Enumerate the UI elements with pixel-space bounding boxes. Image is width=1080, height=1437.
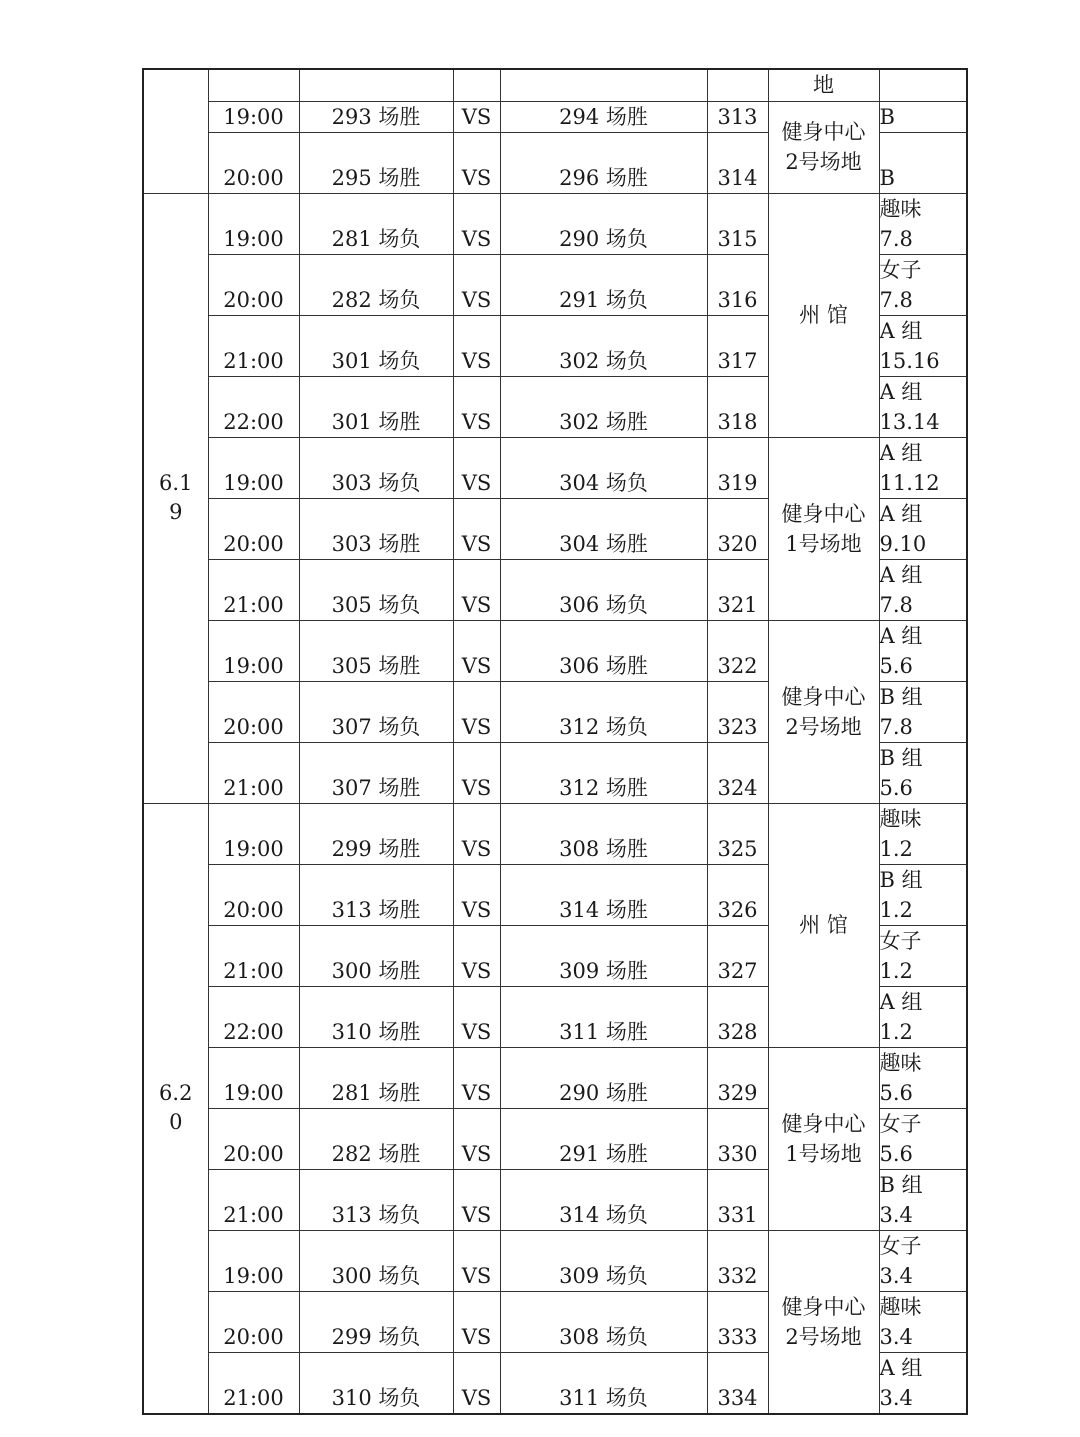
vs-cell: VS xyxy=(453,1108,500,1169)
note-group: A 组 xyxy=(879,440,923,465)
home-team-cell: 300 场负 xyxy=(299,1230,453,1291)
venue-fragment: 地 xyxy=(768,69,879,101)
note-detail: 1.2 xyxy=(879,958,913,983)
home-team-cell: 303 场负 xyxy=(299,437,453,498)
match-number-cell: 332 xyxy=(707,1230,768,1291)
note-group: 女子 xyxy=(879,928,922,953)
match-number-cell: 326 xyxy=(707,864,768,925)
note-detail: 9.10 xyxy=(879,531,927,556)
note-group: A 组 xyxy=(879,623,923,648)
note-detail: B xyxy=(879,165,895,190)
note-detail: 5.6 xyxy=(879,775,913,800)
vs-cell: VS xyxy=(453,498,500,559)
note-group: A 组 xyxy=(879,318,923,343)
venue-label: 健身中心 2号场地 xyxy=(781,684,866,739)
note-detail: 1.2 xyxy=(879,897,913,922)
note-group: 趣味 xyxy=(879,1294,922,1319)
away-team-cell: 296 场胜 xyxy=(500,132,707,193)
match-number-cell: 323 xyxy=(707,681,768,742)
note-group: A 组 xyxy=(879,379,923,404)
time-cell: 21:00 xyxy=(208,1169,299,1230)
match-number-cell: 330 xyxy=(707,1108,768,1169)
away-team-cell: 304 场负 xyxy=(500,437,707,498)
vs-cell: VS xyxy=(453,193,500,254)
note-group: A 组 xyxy=(879,1355,923,1380)
note-cell xyxy=(879,1230,967,1291)
date-cell-empty xyxy=(143,69,208,193)
note-cell xyxy=(879,132,967,193)
vs-cell: VS xyxy=(453,376,500,437)
note-cell xyxy=(879,69,967,101)
note-cell xyxy=(879,681,967,742)
note-group: B 组 xyxy=(879,1172,923,1197)
away-team-cell: 312 场胜 xyxy=(500,742,707,803)
note-detail: 5.6 xyxy=(879,1080,913,1105)
note-cell xyxy=(879,193,967,254)
vs-cell: VS xyxy=(453,1169,500,1230)
vs-cell: VS xyxy=(453,254,500,315)
note-cell xyxy=(879,742,967,803)
home-team-cell: 305 场负 xyxy=(299,559,453,620)
table-row xyxy=(143,193,967,254)
venue-cell xyxy=(768,620,879,803)
home-team-cell: 310 场胜 xyxy=(299,986,453,1047)
venue-cell xyxy=(768,101,879,193)
time-cell: 22:00 xyxy=(208,986,299,1047)
home-team-cell: 299 场负 xyxy=(299,1291,453,1352)
match-number-cell: 313 xyxy=(707,101,768,132)
table-row xyxy=(143,803,967,864)
note-group: A 组 xyxy=(879,562,923,587)
away-team-cell: 314 场胜 xyxy=(500,864,707,925)
time-cell: 21:00 xyxy=(208,925,299,986)
match-number-cell: 317 xyxy=(707,315,768,376)
home-team-cell: 300 场胜 xyxy=(299,925,453,986)
time-cell: 20:00 xyxy=(208,864,299,925)
home-team-cell: 281 场胜 xyxy=(299,1047,453,1108)
home-team-cell: 282 场胜 xyxy=(299,1108,453,1169)
note-detail: 15.16 xyxy=(879,348,940,373)
away-team-cell: 291 场负 xyxy=(500,254,707,315)
note-cell xyxy=(879,498,967,559)
match-number-cell: 315 xyxy=(707,193,768,254)
note-group: B 组 xyxy=(879,867,923,892)
table-row xyxy=(143,437,967,498)
note-detail: 3.4 xyxy=(879,1263,913,1288)
vs-cell: VS xyxy=(453,132,500,193)
venue-label: 健身中心 2号场地 xyxy=(781,120,866,174)
time-cell: 19:00 xyxy=(208,803,299,864)
note-cell xyxy=(879,376,967,437)
time-cell: 19:00 xyxy=(208,193,299,254)
match-number-cell: 314 xyxy=(707,132,768,193)
note-cell xyxy=(879,437,967,498)
match-number-cell: 318 xyxy=(707,376,768,437)
match-number-cell: 325 xyxy=(707,803,768,864)
note-group: 趣味 xyxy=(879,1050,922,1075)
note-group: 趣味 xyxy=(879,196,922,221)
time-cell: 20:00 xyxy=(208,132,299,193)
note-detail: 3.4 xyxy=(879,1324,913,1349)
time-cell: 19:00 xyxy=(208,1047,299,1108)
time-cell: 19:00 xyxy=(208,437,299,498)
venue-label: 健身中心 2号场地 xyxy=(781,1294,866,1349)
note-group: B 组 xyxy=(879,745,923,770)
venue-label: 健身中心 1号场地 xyxy=(781,1111,866,1166)
vs-cell: VS xyxy=(453,315,500,376)
home-team-cell: 313 场负 xyxy=(299,1169,453,1230)
note-group: 女子 xyxy=(879,1111,922,1136)
note-cell xyxy=(879,620,967,681)
away-team-cell: 290 场胜 xyxy=(500,1047,707,1108)
vs-cell: VS xyxy=(453,559,500,620)
vs-cell: VS xyxy=(453,864,500,925)
note-cell xyxy=(879,559,967,620)
table-row xyxy=(143,101,967,132)
away-team-cell: 290 场负 xyxy=(500,193,707,254)
note-detail: 7.8 xyxy=(879,226,913,251)
time-cell: 19:00 xyxy=(208,620,299,681)
away-team-cell: 304 场胜 xyxy=(500,498,707,559)
home-team-cell: 293 场胜 xyxy=(299,101,453,132)
match-number-cell: 328 xyxy=(707,986,768,1047)
note-cell xyxy=(879,101,967,132)
note-group: 女子 xyxy=(879,257,922,282)
time-cell: 20:00 xyxy=(208,1291,299,1352)
match-number-cell: 329 xyxy=(707,1047,768,1108)
away-team-cell: 306 场负 xyxy=(500,559,707,620)
vs-cell: VS xyxy=(453,742,500,803)
home-team-cell: 303 场胜 xyxy=(299,498,453,559)
note-detail: 5.6 xyxy=(879,1141,913,1166)
note-detail: 1.2 xyxy=(879,836,913,861)
vs-cell: VS xyxy=(453,681,500,742)
home-team-cell: 281 场负 xyxy=(299,193,453,254)
table-row xyxy=(143,620,967,681)
away-team-cell: 309 场胜 xyxy=(500,925,707,986)
vs-cell: VS xyxy=(453,925,500,986)
schedule-table xyxy=(142,68,968,1415)
note-cell xyxy=(879,803,967,864)
table-row xyxy=(143,69,967,101)
note-group: A 组 xyxy=(879,989,923,1014)
date-cell xyxy=(143,803,208,1414)
home-team-cell: 282 场负 xyxy=(299,254,453,315)
away-team-cell: 306 场胜 xyxy=(500,620,707,681)
time-cell: 19:00 xyxy=(208,1230,299,1291)
date-label: 6.19 xyxy=(159,471,193,524)
away-team-cell: 309 场负 xyxy=(500,1230,707,1291)
time-cell: 21:00 xyxy=(208,315,299,376)
vs-cell: VS xyxy=(453,986,500,1047)
vs-cell: VS xyxy=(453,620,500,681)
note-cell xyxy=(879,1169,967,1230)
away-team-cell: 302 场负 xyxy=(500,315,707,376)
match-number-cell: 333 xyxy=(707,1291,768,1352)
note-cell xyxy=(879,315,967,376)
away-team-cell: 311 场胜 xyxy=(500,986,707,1047)
note-group: B 组 xyxy=(879,684,923,709)
home-team-cell: 299 场胜 xyxy=(299,803,453,864)
venue-cell xyxy=(768,803,879,1047)
time-cell: 20:00 xyxy=(208,254,299,315)
note-cell xyxy=(879,254,967,315)
time-cell: 21:00 xyxy=(208,742,299,803)
note-cell xyxy=(879,1047,967,1108)
home-team-cell: 305 场胜 xyxy=(299,620,453,681)
match-number-cell xyxy=(707,69,768,101)
time-cell: 20:00 xyxy=(208,498,299,559)
note-group: 女子 xyxy=(879,1233,922,1258)
venue-cell xyxy=(768,437,879,620)
away-team-cell: 302 场胜 xyxy=(500,376,707,437)
home-team-cell: 301 场胜 xyxy=(299,376,453,437)
time-cell: 21:00 xyxy=(208,559,299,620)
table-row xyxy=(143,1230,967,1291)
note-group: 趣味 xyxy=(879,806,922,831)
home-team-cell: 295 场胜 xyxy=(299,132,453,193)
venue-label: 州 馆 xyxy=(799,913,848,937)
note-detail: 13.14 xyxy=(879,409,940,434)
time-cell: 20:00 xyxy=(208,681,299,742)
home-team-cell: 313 场胜 xyxy=(299,864,453,925)
time-cell: 21:00 xyxy=(208,1352,299,1414)
note-cell xyxy=(879,1291,967,1352)
away-team-cell: 308 场胜 xyxy=(500,803,707,864)
venue-cell xyxy=(768,1047,879,1230)
vs-cell: VS xyxy=(453,437,500,498)
venue-label: 州 馆 xyxy=(799,303,848,327)
home-team-cell: 301 场负 xyxy=(299,315,453,376)
note-detail: 5.6 xyxy=(879,653,913,678)
note-detail: 7.8 xyxy=(879,287,913,312)
note-detail: 7.8 xyxy=(879,714,913,739)
away-team-cell: 314 场负 xyxy=(500,1169,707,1230)
venue-cell xyxy=(768,1230,879,1414)
note-cell xyxy=(879,1108,967,1169)
date-label: 6.20 xyxy=(159,1081,193,1134)
schedule-body xyxy=(143,69,967,1414)
away-team-cell: 312 场负 xyxy=(500,681,707,742)
vs-cell: VS xyxy=(453,101,500,132)
away-team-cell: 294 场胜 xyxy=(500,101,707,132)
vs-cell: VS xyxy=(453,1291,500,1352)
vs-cell: VS xyxy=(453,1230,500,1291)
away-team-cell: 291 场胜 xyxy=(500,1108,707,1169)
team-cell xyxy=(299,69,453,101)
away-team-cell: 311 场负 xyxy=(500,1352,707,1414)
note-detail: 11.12 xyxy=(879,470,940,495)
venue-cell xyxy=(768,193,879,437)
date-cell xyxy=(143,193,208,803)
away-team-cell: 308 场负 xyxy=(500,1291,707,1352)
note-detail: 3.4 xyxy=(879,1385,913,1410)
time-cell: 19:00 xyxy=(208,101,299,132)
team-cell xyxy=(500,69,707,101)
note-group: A 组 xyxy=(879,501,923,526)
table-row xyxy=(143,1047,967,1108)
match-number-cell: 320 xyxy=(707,498,768,559)
match-number-cell: 321 xyxy=(707,559,768,620)
vs-cell xyxy=(453,69,500,101)
home-team-cell: 307 场负 xyxy=(299,681,453,742)
note-cell xyxy=(879,1352,967,1414)
time-cell: 22:00 xyxy=(208,376,299,437)
note-cell xyxy=(879,986,967,1047)
vs-cell: VS xyxy=(453,1352,500,1414)
vs-cell: VS xyxy=(453,1047,500,1108)
match-number-cell: 322 xyxy=(707,620,768,681)
home-team-cell: 307 场胜 xyxy=(299,742,453,803)
note-cell xyxy=(879,864,967,925)
home-team-cell: 310 场负 xyxy=(299,1352,453,1414)
match-number-cell: 331 xyxy=(707,1169,768,1230)
match-number-cell: 334 xyxy=(707,1352,768,1414)
note-cell xyxy=(879,925,967,986)
match-number-cell: 319 xyxy=(707,437,768,498)
note-detail: 7.8 xyxy=(879,592,913,617)
match-number-cell: 324 xyxy=(707,742,768,803)
time-cell: 20:00 xyxy=(208,1108,299,1169)
match-number-cell: 327 xyxy=(707,925,768,986)
time-cell xyxy=(208,69,299,101)
note-group: B xyxy=(879,104,895,129)
venue-label: 健身中心 1号场地 xyxy=(781,501,866,556)
vs-cell: VS xyxy=(453,803,500,864)
note-detail: 3.4 xyxy=(879,1202,913,1227)
note-detail: 1.2 xyxy=(879,1019,913,1044)
match-number-cell: 316 xyxy=(707,254,768,315)
